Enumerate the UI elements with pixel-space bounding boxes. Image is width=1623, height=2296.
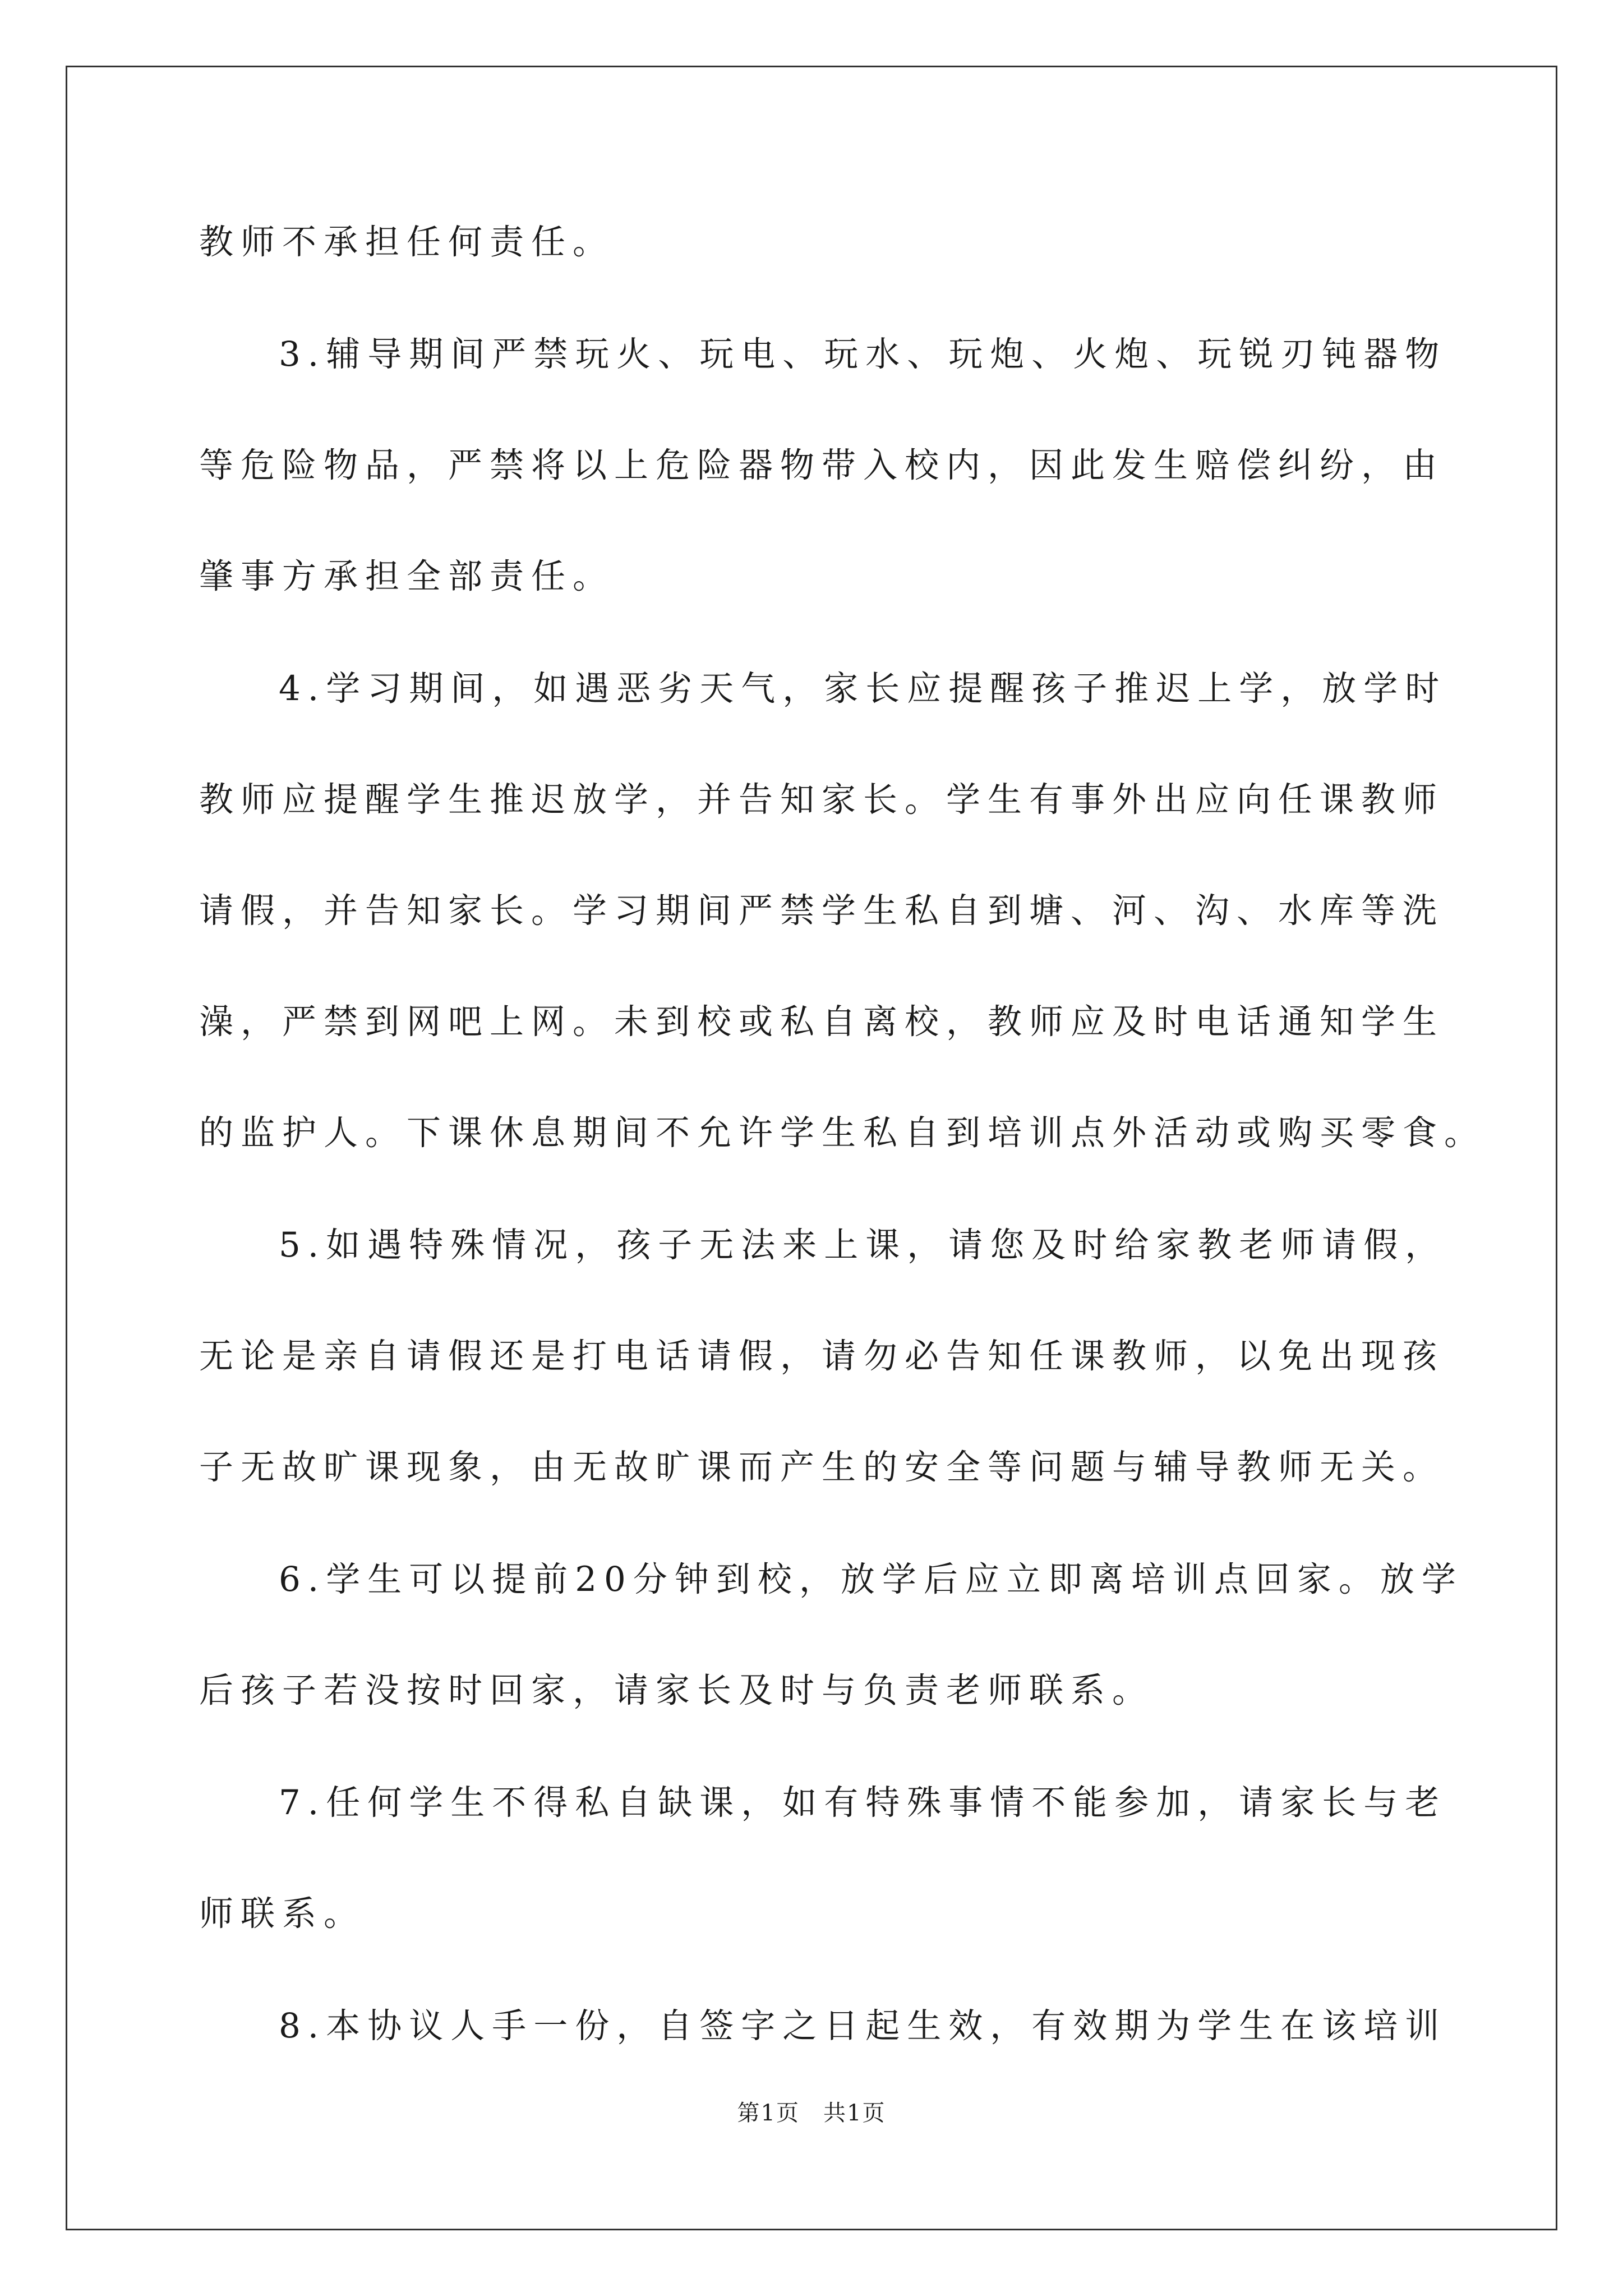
page-footer: 第1页 共1页 [737,2100,886,2126]
text-line: 5.如遇特殊情况，孩子无法来上课，请您及时给家教老师请假， [279,1225,1447,1265]
text-line: 8.本协议人手一份，自签字之日起生效，有效期为学生在该培训 [279,2006,1447,2046]
text-line: 师联系。 [199,1894,366,1934]
text-line: 的监护人。下课休息期间不允许学生私自到培训点外活动或购买零食。 [199,1113,1486,1153]
text-line: 子无故旷课现象，由无故旷课而产生的安全等问题与辅导教师无关。 [199,1447,1445,1487]
text-line: 请假，并告知家长。学习期间严禁学生私自到塘、河、沟、水库等洗 [199,891,1445,931]
text-line: 教师不承担任何责任。 [199,222,615,262]
text-line: 等危险物品，严禁将以上危险器物带入校内，因此发生赔偿纠纷，由 [199,445,1445,485]
text-line: 4.学习期间，如遇恶劣天气，家长应提醒孩子推迟上学，放学时 [279,669,1447,708]
text-line: 7.任何学生不得私自缺课，如有特殊事情不能参加，请家长与老 [279,1783,1447,1823]
text-line: 澡，严禁到网吧上网。未到校或私自离校，教师应及时电话通知学生 [199,1002,1445,1042]
text-line: 6.学生可以提前20分钟到校，放学后应立即离培训点回家。放学 [279,1559,1463,1599]
text-line: 肇事方承担全部责任。 [199,556,615,596]
text-line: 教师应提醒学生推迟放学，并告知家长。学生有事外出应向任课教师 [199,780,1445,820]
text-line: 无论是亲自请假还是打电话请假，请勿必告知任课教师，以免出现孩 [199,1336,1445,1376]
text-line: 后孩子若没按时回家，请家长及时与负责老师联系。 [199,1671,1154,1710]
text-line: 3.辅导期间严禁玩火、玩电、玩水、玩炮、火炮、玩锐刃钝器物 [279,334,1447,374]
